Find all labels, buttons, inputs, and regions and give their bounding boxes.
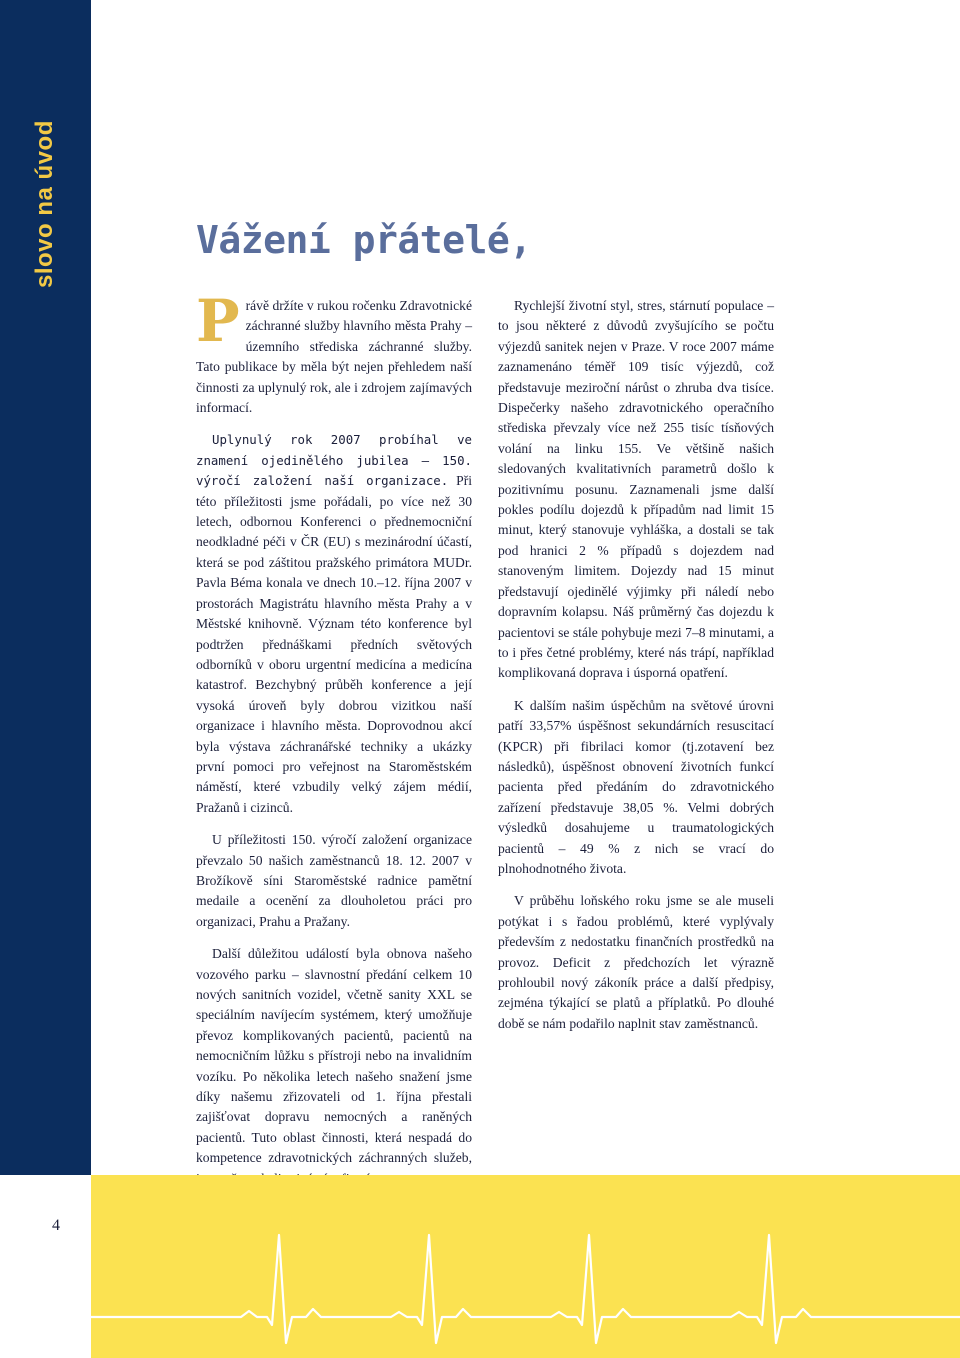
heartbeat-line-decoration	[91, 1175, 960, 1358]
article-column-right	[498, 296, 774, 1046]
footer-margin	[0, 1175, 91, 1358]
medals-paragraph: U příležitosti 150. výročí založení organizace převzalo 50 našich zaměstnanců 18. 12. 2007 v Brožíkově síni Staroměstské radnice pamětní medaile a ocenění za dlouholetou práci pro organizaci, Prahu a Pražany.	[196, 832, 472, 929]
statistics-paragraph: Rychlejší životní styl, stres, stárnutí populace – to jsou některé z důvodů zvyšujícího se počtu výjezdů sanitek nejen v Praze. V roce 2007 máme zaznamenáno téměř 109 tisíc výjezdů, což představuje meziroční nárůst o zhruba dva tisíce. Dispečerky našeho zdravotnického operačního střediska převzaly více než 255 tisíc tísňových volání na linku 155. Ve většině našich sledovaných kvalitativních parametrů došlo k pozitivnímu posunu. Zaznamenali jsme další pokles podílu dojezdů k případům nad limit 15 minut, který stanovuje vyhláška, a dostali se tak pod hranici 2 % případů s dojezdem nad stanoveným limitem. Dojezdy nad 15 minut představují ojedinělé výjimky při náledí nebo dopravním kolapsu. Náš průměrný čas dojezdu k pacientovi se stále pohybuje mezi 7–8 minutami, a to i přes četné problémy, které nás trápí, například komplikovaná doprava i úsporná opatření.	[498, 298, 774, 681]
success-paragraph: K dalším našim úspěchům na světové úrovni patří 33,57% úspěšnost sekundárních resuscitací (KPCR) při fibrilaci komor (tj.zotavení bez následků), úspěšnost obnovení životních funkcí pacienta před předáním do zdravotnického zařízení představuje 38,05 %. Velmi dobrých výsledků dosahujeme u traumatologických pacientů – 49 % z nich se vrací do plnohodnotného života.	[498, 697, 774, 876]
jubilee-paragraph: Uplynulý rok 2007 probíhal ve znamení ojedinělého jubilea – 150. výročí založení naší organizace. Při této příležitosti jsme pořádali, po více než 30 letech, odbornou Konferenci o přednemocniční neodkladné péči v ČR (EU) s mezinárodní účastí, která se pod záštitou pražského primátora MUDr. Pavla Béma konala ve dnech 10.–12. října 2007 v prostorách Magistrátu hlavního města Prahy a v Městské knihovně. Význam této konference byl podtržen přednáškami předních světových odborníků v oboru urgentní medicína a medicína katastrof. Bezchybný průběh konference a její vysoká úroveň byly dobrou vizitkou naší organizace i hlavního města. Doprovodnou akcí byla výstava záchranářské techniky a ukázky první pomoci pro veřejnost na Staroměstském náměstí, které vzbudily velký zájem médií, Pražanů i cizinců.	[196, 432, 473, 815]
intro-paragraph: Právě držíte v rukou ročenku Zdravotnické záchranné služby hlavního města Prahy – územního střediska záchranné služby. Tato publikace by měla být nejen přehledem naší činnosti za uplynulý rok, ale i zdrojem zajímavých informací.	[196, 287, 472, 416]
problems-paragraph: V průběhu loňského roku jsme se ale museli potýkat i s řadou problémů, které vyplývaly především z nedostatku finančních prostředků na provoz. Deficit z předchozích let výrazně prohloubil nový zákoník práce a další předpisy, zejména týkající se platů a příplatků. Po dlouhé době se nám podařilo naplnit stav zaměstnanců.	[498, 893, 774, 1031]
sidebar-band	[0, 0, 91, 1175]
article-column-left	[196, 287, 473, 1201]
section-label: slovo na úvod	[31, 120, 58, 288]
vehicles-paragraph: Další důležitou událostí byla obnova našeho vozového parku – slavnostní předání celkem 10 nových sanitních vozidel, včetně sanity XXL se speciálním navíjecím systémem, který umožňuje převoz komplikovaných pacientů, pacientů na nemocničním lůžku s přístroji nebo na invalidním vozíku. Po několika letech našeho snažení jsme díky našemu zřizovateli od 1. října přestali zajišťovat dopravu nemocných a raněných pacientů. Tuto oblast činnosti, která nespadá do kompetence zdravotnických záchranných služeb,	[196, 946, 472, 1166]
drop-cap: P	[196, 287, 240, 355]
page-title: Vážení přátelé,	[196, 218, 532, 262]
page-number: 4	[52, 1217, 60, 1234]
